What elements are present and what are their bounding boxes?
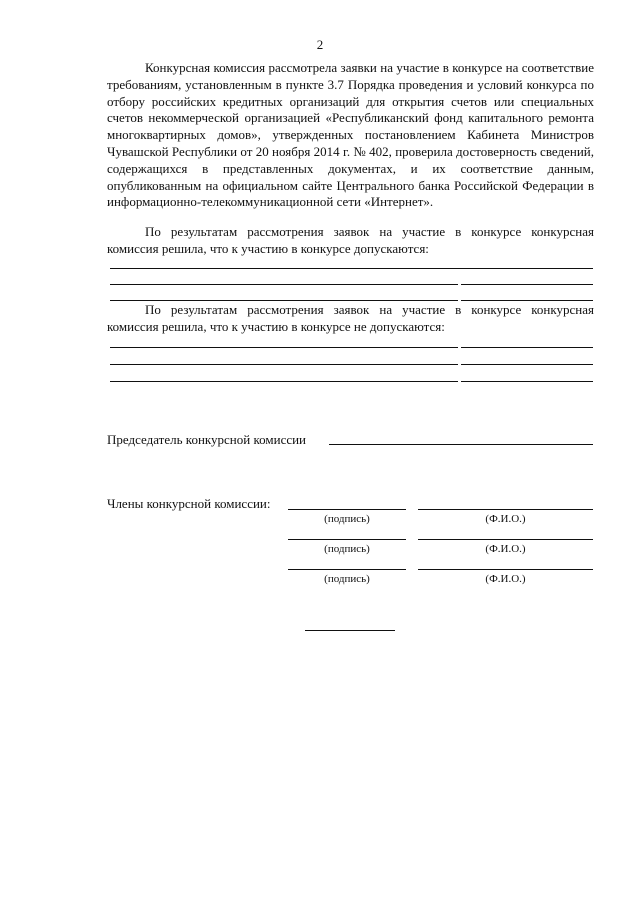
member-name-line: [418, 509, 593, 510]
chairman-label: Председатель конкурсной комиссии: [107, 432, 307, 447]
name-caption: (Ф.И.О.): [485, 573, 526, 585]
members-label: Члены конкурсной комиссии:: [107, 496, 271, 511]
rejected-entry-line: [461, 347, 593, 348]
member-signature-line: [288, 539, 406, 540]
admitted-entry-line: [110, 300, 458, 301]
admitted-entry-line: [110, 284, 458, 285]
member-signature-line: [288, 569, 406, 570]
rejected-entry-line: [110, 364, 458, 365]
member-signature-line: [288, 509, 406, 510]
member-name-line: [418, 569, 593, 570]
paragraph-review-statement: Конкурсная комиссия рассмотрела заявки на участие в конкурсе на соответствие требованиям, установленным в пункте 3.7 Порядка проведения и условий конкурса по отбору российских кредитных организаций для открытия счетов или специальных счетов некоммерческой организацией «Республиканский фонд капитального ремонта многоквартирных домов», утвержденных постановлением Кабинета Министров Чувашской Республики от 20 ноября 2014 г. № 402, проверила достоверность сведений, содержащихся в представленных документах, и их соответствие данным, опубликованным на официальном сайте Центрального банка Российской Федерации в информационно-телекоммуникационной сети «Интернет».: [107, 60, 594, 210]
name-caption: (Ф.И.О.): [485, 543, 526, 555]
chairman-signature-line: [329, 444, 593, 445]
rejected-entry-line: [110, 347, 458, 348]
page-number: 2: [316, 37, 324, 52]
signature-caption: (подпись): [324, 543, 370, 555]
admitted-entry-line: [461, 284, 593, 285]
rejected-entry-line: [461, 381, 593, 382]
signature-caption: (подпись): [324, 513, 370, 525]
end-separator-line: [305, 630, 395, 631]
admitted-entry-line: [461, 300, 593, 301]
admitted-entry-line: [110, 268, 593, 269]
name-caption: (Ф.И.О.): [485, 513, 526, 525]
paragraph-admitted: По результатам рассмотрения заявок на участие в конкурсе конкурсная комиссия решила, что к участию в конкурсе допускаются:: [107, 224, 594, 256]
member-name-line: [418, 539, 593, 540]
paragraph-not-admitted: По результатам рассмотрения заявок на участие в конкурсе конкурсная комиссия решила, что к участию в конкурсе не допускаются:: [107, 302, 594, 334]
rejected-entry-line: [461, 364, 593, 365]
rejected-entry-line: [110, 381, 458, 382]
signature-caption: (подпись): [324, 573, 370, 585]
